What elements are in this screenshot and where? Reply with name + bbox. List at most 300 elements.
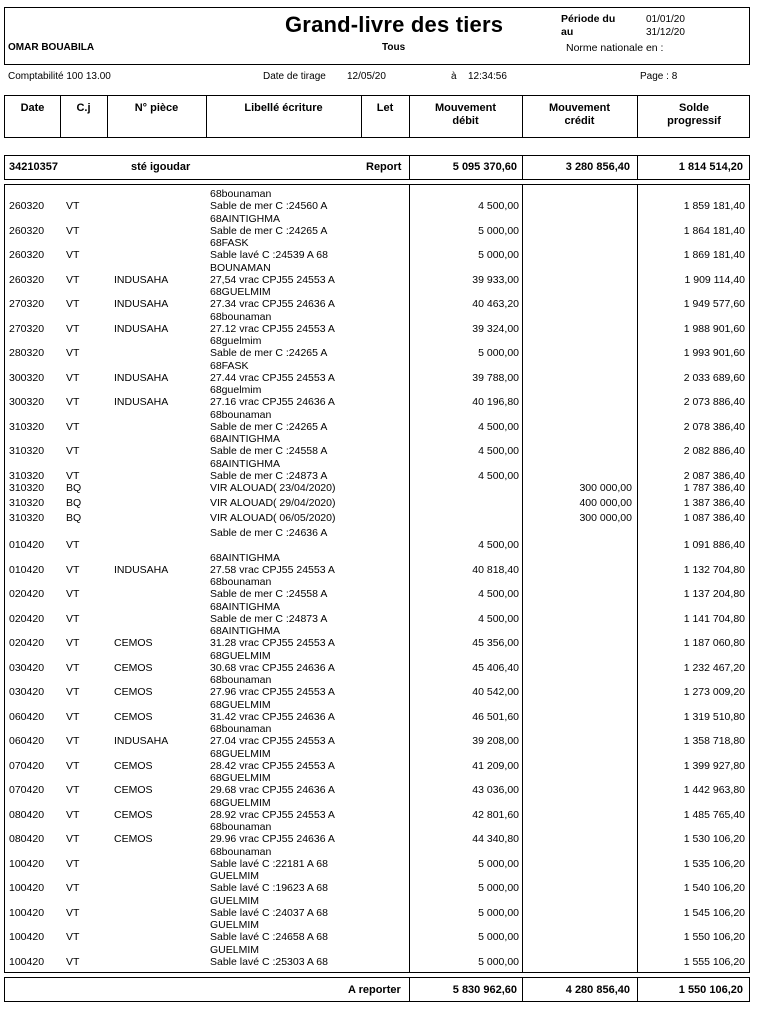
row-piece: CEMOS	[114, 808, 153, 821]
print-date-label: Date de tirage	[263, 71, 326, 82]
row-piece: INDUSAHA	[114, 735, 169, 747]
row-solde: 1 540 106,20	[683, 882, 745, 894]
row-libelle-line2: Sable de mer C :24558 A	[210, 588, 328, 600]
row-libelle	[210, 458, 327, 482]
row-date: 310320	[9, 469, 45, 482]
row-piece: INDUSAHA	[114, 563, 169, 576]
row-debit: 39 933,00	[472, 273, 519, 286]
row-libelle-line1: 68bounaman	[210, 821, 272, 833]
row-libelle-line1: 68bounaman	[210, 674, 272, 686]
row-solde: 1 993 901,60	[683, 347, 745, 359]
row-libelle-line2: Sable de mer C :24873 A	[210, 469, 328, 482]
row-solde: 1 442 963,80	[683, 784, 745, 796]
table-row	[5, 919, 751, 944]
row-libelle-line2: Sable de mer C :24560 A	[210, 200, 328, 212]
row-libelle-line2: 27.96 vrac CPJ55 24553 A	[210, 686, 335, 698]
row-libelle	[210, 723, 335, 747]
row-libelle	[210, 360, 335, 384]
row-debit: 46 501,60	[472, 710, 519, 723]
comptabilite-version: Comptabilité 100 13.00	[8, 71, 111, 82]
row-solde: 1 545 106,20	[683, 906, 745, 919]
row-date: 260320	[9, 200, 45, 212]
row-libelle	[210, 944, 328, 968]
table-row	[5, 433, 751, 458]
col-debit-line2: débit	[452, 115, 479, 127]
table-row	[5, 335, 751, 360]
row-libelle-line1: 68GUELMIM	[210, 286, 271, 298]
row-date: 310320	[9, 420, 45, 433]
period-to: 31/12/20	[646, 27, 685, 38]
row-debit: 40 542,00	[472, 686, 519, 698]
row-solde: 1 988 901,60	[683, 322, 745, 335]
row-libelle-line2: 27.34 vrac CPJ55 24636 A	[210, 298, 335, 310]
row-libelle-line1: 68AINTIGHMA	[210, 433, 281, 445]
row-libelle-line2: Sable lavé C :24037 A 68	[210, 906, 328, 919]
table-row	[5, 409, 751, 434]
row-solde: 2 073 886,40	[683, 396, 745, 408]
row-libelle	[210, 846, 328, 870]
row-solde: 1 273 009,20	[683, 686, 745, 698]
row-credit: 300 000,00	[579, 512, 632, 524]
col-credit	[522, 102, 637, 128]
row-libelle-line2: 28.42 vrac CPJ55 24553 A	[210, 759, 335, 772]
table-row	[5, 772, 751, 797]
row-debit: 4 500,00	[478, 420, 519, 433]
entries-body	[4, 184, 750, 973]
row-debit: 4 500,00	[478, 469, 519, 482]
row-solde: 1 141 704,80	[683, 612, 745, 625]
row-solde: 1 555 106,20	[683, 955, 745, 968]
row-libelle	[210, 699, 335, 723]
row-libelle	[210, 772, 335, 796]
row-date: 010420	[9, 563, 45, 576]
row-debit: 5 000,00	[478, 955, 519, 968]
period-from: 01/01/20	[646, 14, 685, 25]
row-debit: 4 500,00	[478, 539, 519, 551]
row-libelle	[210, 527, 327, 539]
row-libelle-line2: 27.44 vrac CPJ55 24553 A	[210, 371, 335, 384]
row-libelle-line1: 68bounaman	[210, 576, 272, 588]
row-piece: INDUSAHA	[114, 273, 169, 286]
row-libelle-line2: Sable de mer C :24265 A	[210, 420, 328, 433]
row-piece: INDUSAHA	[114, 396, 169, 408]
row-date: 100420	[9, 955, 45, 968]
row-libelle-line1: 68bounaman	[210, 188, 272, 200]
row-libelle-line1: 68AINTIGHMA	[210, 600, 281, 613]
row-solde: 1 137 204,80	[683, 588, 745, 600]
row-libelle	[210, 237, 328, 261]
row-credit: 400 000,00	[579, 497, 632, 509]
row-piece: CEMOS	[114, 686, 153, 698]
footer-debit: 5 830 962,60	[452, 984, 517, 996]
row-libelle-line2: Sable lavé C :24539 A 68	[210, 249, 328, 261]
row-libelle-line1: 68GUELMIM	[210, 649, 271, 662]
row-cj: VT	[66, 469, 80, 482]
row-libelle	[210, 650, 335, 674]
row-libelle-line1: GUELMIM	[210, 894, 260, 907]
row-cj: VT	[66, 735, 80, 747]
table-row	[5, 458, 751, 483]
row-libelle-line2: 31.28 vrac CPJ55 24553 A	[210, 637, 335, 649]
norme-label: Norme nationale en :	[566, 42, 664, 54]
row-solde: 1 399 927,80	[683, 759, 745, 772]
row-solde: 1 091 886,40	[683, 539, 745, 551]
row-cj: VT	[66, 539, 80, 551]
table-row	[5, 527, 751, 552]
row-solde: 2 033 689,60	[683, 371, 745, 384]
row-solde: 1 535 106,20	[683, 857, 745, 870]
row-cj: VT	[66, 882, 80, 894]
table-row	[5, 625, 751, 650]
footer-row	[4, 977, 750, 1002]
row-date: 310320	[9, 482, 45, 494]
col-cj: C.j	[76, 102, 91, 114]
row-debit: 4 500,00	[478, 612, 519, 625]
row-libelle	[210, 601, 327, 625]
row-debit: 39 208,00	[472, 735, 519, 747]
row-libelle	[210, 870, 328, 894]
row-date: 260320	[9, 249, 45, 261]
row-libelle-line1: 68FASK	[210, 359, 249, 372]
report-title: Grand-livre des tiers	[285, 12, 504, 37]
row-libelle-line2: Sable lavé C :19623 A 68	[210, 882, 328, 894]
account-number: 34210357	[9, 161, 58, 173]
row-debit: 44 340,80	[472, 833, 519, 845]
row-date: 070420	[9, 759, 45, 772]
print-time: 12:34:56	[468, 71, 507, 82]
row-date: 260320	[9, 224, 45, 237]
table-row	[5, 497, 751, 512]
row-libelle-line2: Sable de mer C :24265 A	[210, 347, 328, 359]
row-debit: 5 000,00	[478, 906, 519, 919]
row-cj: VT	[66, 808, 80, 821]
report-credit: 3 280 856,40	[565, 161, 630, 173]
col-debit	[409, 102, 522, 128]
row-cj: VT	[66, 588, 80, 600]
row-libelle-line1: 68guelmim	[210, 335, 262, 347]
row-libelle	[210, 497, 335, 509]
row-libelle-line1: GUELMIM	[210, 870, 260, 882]
row-cj: VT	[66, 273, 80, 286]
row-libelle-line1: 68FASK	[210, 237, 249, 249]
row-debit: 5 000,00	[478, 882, 519, 894]
row-solde: 2 078 386,40	[683, 420, 745, 433]
period-labels	[561, 13, 615, 39]
table-row	[5, 286, 751, 311]
row-cj: VT	[66, 784, 80, 796]
row-solde: 1 232 467,20	[683, 661, 745, 674]
row-date: 310320	[9, 512, 45, 524]
row-cj: VT	[66, 347, 80, 359]
row-libelle	[210, 482, 335, 494]
row-libelle-line2: 28.92 vrac CPJ55 24553 A	[210, 808, 335, 821]
row-libelle	[210, 409, 327, 433]
column-header	[4, 95, 750, 138]
row-cj: VT	[66, 249, 80, 261]
footer-credit: 4 280 856,40	[565, 984, 630, 996]
filter-label: Tous	[382, 42, 406, 53]
row-libelle-line2: Sable lavé C :25303 A 68	[210, 955, 328, 968]
row-cj: VT	[66, 759, 80, 772]
row-date: 280320	[9, 347, 45, 359]
row-libelle-line2: VIR ALOUAD( 06/05/2020)	[210, 512, 336, 524]
period-from-label: Période du	[561, 13, 616, 25]
row-libelle	[210, 384, 335, 408]
print-date: 12/05/20	[347, 71, 386, 82]
row-libelle-line2: 27.12 vrac CPJ55 24553 A	[210, 322, 335, 335]
print-time-label: à	[451, 71, 457, 82]
row-libelle	[210, 576, 327, 600]
report-solde: 1 814 514,20	[678, 161, 743, 173]
row-libelle-line2: 30.68 vrac CPJ55 24636 A	[210, 661, 335, 674]
period-to-label: au	[561, 26, 574, 38]
row-date: 080420	[9, 808, 45, 821]
row-piece: CEMOS	[114, 661, 153, 674]
row-solde: 1 485 765,40	[683, 808, 745, 821]
col-credit-line2: crédit	[564, 115, 595, 127]
row-solde: 1 358 718,80	[683, 735, 745, 747]
table-row	[5, 723, 751, 748]
row-libelle	[210, 895, 328, 919]
table-row	[5, 360, 751, 385]
row-cj: VT	[66, 612, 80, 625]
row-libelle-line2: Sable lavé C :22181 A 68	[210, 857, 328, 870]
row-debit: 40 463,20	[472, 298, 519, 310]
row-piece: INDUSAHA	[114, 371, 169, 384]
row-debit: 5 000,00	[478, 347, 519, 359]
row-libelle	[210, 512, 335, 524]
row-libelle-line2: VIR ALOUAD( 29/04/2020)	[210, 497, 336, 509]
row-libelle	[210, 797, 335, 821]
row-libelle-line1: 68GUELMIM	[210, 772, 271, 784]
table-row	[5, 311, 751, 336]
row-libelle-line1: 68GUELMIM	[210, 698, 271, 711]
row-date: 300320	[9, 396, 45, 408]
row-solde: 1 949 577,60	[683, 298, 745, 310]
row-libelle-line2: Sable de mer C :24265 A	[210, 224, 328, 237]
row-date: 100420	[9, 857, 45, 870]
row-cj: VT	[66, 661, 80, 674]
row-libelle-line2: 27.16 vrac CPJ55 24636 A	[210, 396, 335, 408]
row-libelle	[210, 919, 328, 943]
row-solde: 1 187 060,80	[683, 637, 745, 649]
row-libelle-line1: GUELMIM	[210, 943, 260, 956]
row-cj: BQ	[66, 512, 82, 524]
row-libelle-line1: 68AINTIGHMA	[210, 551, 281, 564]
row-cj: VT	[66, 445, 80, 457]
row-date: 080420	[9, 833, 45, 845]
row-libelle-line1: 68bounaman	[210, 310, 272, 323]
row-debit: 4 500,00	[478, 200, 519, 212]
row-libelle-line2: 29.96 vrac CPJ55 24636 A	[210, 833, 335, 845]
report-debit: 5 095 370,60	[452, 161, 517, 173]
row-libelle-line1: BOUNAMAN	[210, 261, 271, 274]
account-name: sté igoudar	[131, 161, 191, 173]
row-cj: VT	[66, 833, 80, 845]
row-debit: 39 788,00	[472, 371, 519, 384]
account-row	[4, 155, 750, 180]
row-libelle-line2: 29.68 vrac CPJ55 24636 A	[210, 784, 335, 796]
row-libelle-line2: 27.04 vrac CPJ55 24553 A	[210, 735, 335, 747]
row-solde: 2 082 886,40	[683, 445, 745, 457]
table-row	[5, 699, 751, 724]
row-piece: CEMOS	[114, 833, 153, 845]
row-solde: 2 087 386,40	[683, 469, 745, 482]
a-reporter-label: A reporter	[348, 984, 401, 996]
row-piece: CEMOS	[114, 784, 153, 796]
row-date: 100420	[9, 882, 45, 894]
report-label: Report	[366, 161, 402, 173]
row-solde: 1 530 106,20	[683, 833, 745, 845]
company-name: OMAR BOUABILA	[8, 42, 95, 53]
row-piece: CEMOS	[114, 637, 153, 649]
row-debit: 5 000,00	[478, 931, 519, 943]
row-cj: VT	[66, 931, 80, 943]
row-cj: VT	[66, 224, 80, 237]
row-libelle-line2: VIR ALOUAD( 23/04/2020)	[210, 482, 336, 494]
table-row	[5, 552, 751, 577]
row-date: 100420	[9, 931, 45, 943]
col-solde-line2: progressif	[667, 115, 721, 127]
col-debit-line1: Mouvement	[434, 102, 497, 114]
row-debit: 40 196,80	[472, 396, 519, 408]
row-date: 020420	[9, 637, 45, 649]
table-row	[5, 237, 751, 262]
table-row	[5, 748, 751, 773]
row-libelle-line1: 68bounaman	[210, 408, 272, 421]
row-cj: VT	[66, 322, 80, 335]
row-solde: 1 319 510,80	[683, 710, 745, 723]
row-date: 030420	[9, 661, 45, 674]
row-libelle	[210, 262, 335, 286]
row-cj: BQ	[66, 497, 82, 509]
row-libelle-line1: 68GUELMIM	[210, 747, 271, 760]
row-libelle	[210, 286, 335, 310]
row-debit: 4 500,00	[478, 588, 519, 600]
row-libelle-line1: 68GUELMIM	[210, 796, 271, 809]
row-date: 310320	[9, 497, 45, 509]
row-solde: 1 387 386,40	[683, 497, 745, 509]
row-date: 260320	[9, 273, 45, 286]
table-row	[5, 846, 751, 871]
row-cj: VT	[66, 298, 80, 310]
row-piece: CEMOS	[114, 710, 153, 723]
table-row	[5, 895, 751, 920]
row-libelle-line2: Sable de mer C :24873 A	[210, 612, 328, 625]
row-debit: 5 000,00	[478, 249, 519, 261]
col-credit-line1: Mouvement	[548, 102, 611, 114]
row-date: 020420	[9, 612, 45, 625]
period-values	[646, 13, 685, 39]
row-date: 020420	[9, 588, 45, 600]
row-debit: 45 406,40	[472, 661, 519, 674]
row-date: 060420	[9, 735, 45, 747]
table-row	[5, 674, 751, 699]
row-libelle	[210, 821, 335, 845]
col-date: Date	[20, 102, 45, 114]
row-libelle-line2: 27,54 vrac CPJ55 24553 A	[210, 273, 335, 286]
row-libelle	[210, 335, 327, 359]
row-libelle-line1: 68AINTIGHMA	[210, 457, 281, 470]
table-row	[5, 482, 751, 497]
row-libelle	[210, 213, 327, 237]
row-date: 010420	[9, 539, 45, 551]
table-row	[5, 512, 751, 527]
row-libelle	[210, 433, 327, 457]
row-cj: VT	[66, 200, 80, 212]
col-let: Let	[376, 102, 394, 114]
row-libelle-line2: Sable de mer C :24558 A	[210, 445, 328, 457]
row-cj: VT	[66, 857, 80, 870]
row-date: 300320	[9, 371, 45, 384]
table-row	[5, 944, 751, 969]
row-solde: 1 550 106,20	[683, 931, 745, 943]
table-row	[5, 870, 751, 895]
table-row	[5, 797, 751, 822]
row-solde: 1 787 386,40	[683, 482, 745, 494]
row-debit: 40 818,40	[472, 563, 519, 576]
table-row	[5, 821, 751, 846]
row-libelle-line1: 68bounaman	[210, 723, 272, 735]
row-libelle-line1: GUELMIM	[210, 919, 260, 931]
row-libelle-line2: 27.58 vrac CPJ55 24553 A	[210, 563, 335, 576]
row-debit: 42 801,60	[472, 808, 519, 821]
row-debit: 43 036,00	[472, 784, 519, 796]
row-solde: 1 909 114,40	[684, 273, 745, 286]
row-debit: 45 356,00	[472, 637, 519, 649]
table-row	[5, 213, 751, 238]
row-cj: VT	[66, 637, 80, 649]
table-row	[5, 576, 751, 601]
table-row	[5, 384, 751, 409]
row-debit: 5 000,00	[478, 224, 519, 237]
row-libelle-line2: Sable lavé C :24658 A 68	[210, 931, 328, 943]
row-solde: 1 087 386,40	[683, 512, 745, 524]
row-piece: INDUSAHA	[114, 322, 169, 335]
row-solde: 1 132 704,80	[683, 563, 745, 576]
row-date: 270320	[9, 322, 45, 335]
row-libelle	[210, 674, 335, 698]
row-cj: VT	[66, 563, 80, 576]
row-date: 100420	[9, 906, 45, 919]
row-debit: 4 500,00	[478, 445, 519, 457]
row-date: 060420	[9, 710, 45, 723]
row-date: 070420	[9, 784, 45, 796]
row-date: 310320	[9, 445, 45, 457]
row-cj: VT	[66, 420, 80, 433]
row-piece: CEMOS	[114, 759, 153, 772]
row-date: 270320	[9, 298, 45, 310]
row-libelle	[210, 625, 335, 649]
table-row	[5, 601, 751, 626]
row-cj: BQ	[66, 482, 82, 494]
row-solde: 1 869 181,40	[683, 249, 745, 261]
table-row	[5, 262, 751, 287]
col-solde-line1: Solde	[679, 102, 709, 114]
row-cj: VT	[66, 686, 80, 698]
col-solde	[637, 102, 751, 128]
row-libelle	[210, 188, 327, 212]
row-date: 030420	[9, 686, 45, 698]
row-debit: 39 324,00	[472, 322, 519, 335]
row-debit: 5 000,00	[478, 857, 519, 870]
row-libelle-line2: 31.42 vrac CPJ55 24636 A	[210, 710, 335, 723]
row-libelle	[210, 311, 335, 335]
row-cj: VT	[66, 710, 80, 723]
row-libelle-line1: 68AINTIGHMA	[210, 625, 281, 637]
row-libelle-line1: 68AINTIGHMA	[210, 212, 281, 225]
row-libelle	[210, 748, 335, 772]
